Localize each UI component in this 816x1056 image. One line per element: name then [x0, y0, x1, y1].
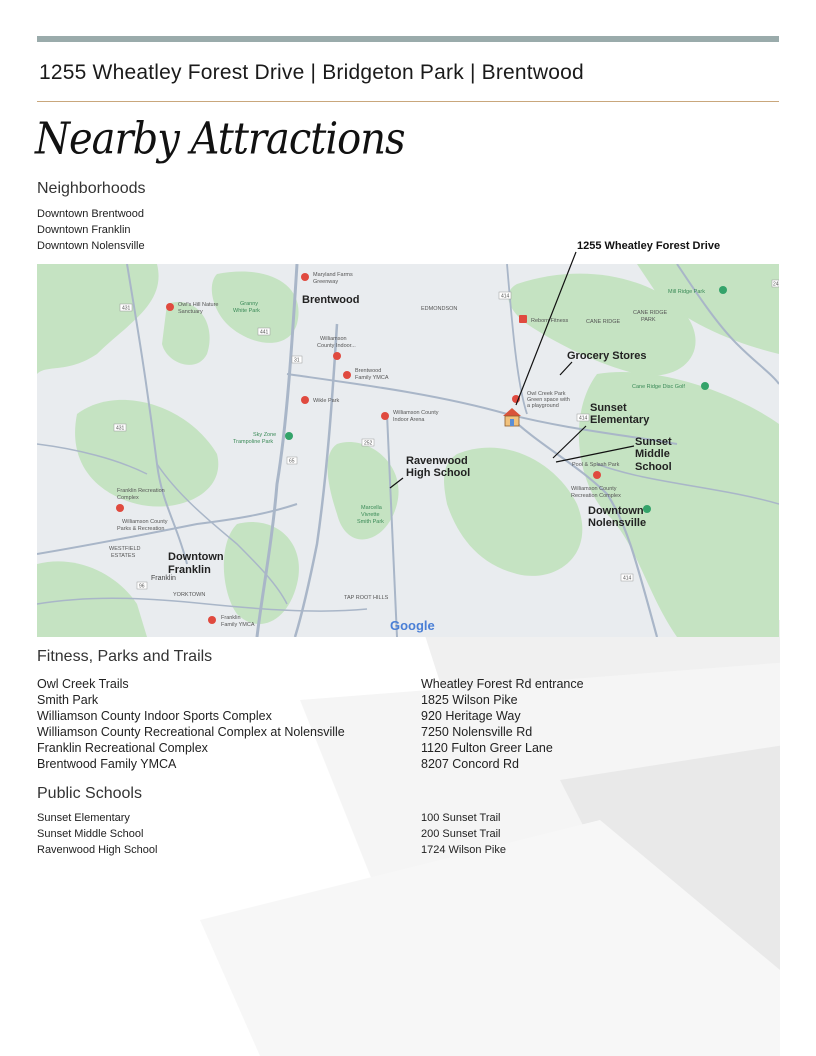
route-shield — [292, 356, 302, 364]
route-shield — [258, 328, 270, 336]
fitness-address: Wheatley Forest Rd entrance — [421, 677, 584, 691]
map-place: White Park — [233, 308, 260, 314]
map-place: Family YMCA — [221, 622, 255, 628]
route-shield — [577, 414, 589, 422]
route-shield — [621, 574, 633, 582]
table-row — [37, 828, 779, 844]
map-place: Mill Ridge Park — [668, 289, 705, 295]
map-place: Family YMCA — [355, 375, 389, 381]
fitness-name: Williamson County Recreational Complex at Nolensville — [37, 725, 345, 739]
map-place: a playground — [527, 403, 559, 409]
map-place: CANE RIDGE — [633, 310, 668, 316]
fitness-address: 7250 Nolensville Rd — [421, 725, 533, 739]
map-place: Indoor Arena — [393, 417, 425, 423]
map-place: CANE RIDGE — [586, 319, 621, 325]
school-address: 1724 Wilson Pike — [421, 844, 506, 856]
map-place: Sanctuary — [178, 309, 203, 315]
map-place: Maryland Farms — [313, 272, 353, 278]
top-accent-bar — [37, 36, 779, 42]
map-place: County Indoor... — [317, 343, 356, 349]
fitness-name: Williamson County Indoor Sports Complex — [37, 709, 272, 723]
table-row — [37, 725, 779, 741]
svg-text:96: 96 — [139, 583, 145, 590]
map-place: Sky Zone — [253, 432, 277, 438]
table-row — [37, 677, 779, 693]
map-callout-sunset-mid-2: Middle — [635, 448, 670, 460]
svg-text:441: 441 — [260, 329, 269, 336]
map-place: TAP ROOT HILLS — [344, 595, 389, 601]
school-address: 200 Sunset Trail — [421, 828, 501, 840]
map-callout-sunset-mid-3: School — [635, 461, 672, 473]
map-place: ESTATES — [111, 553, 136, 559]
map-place: YORKTOWN — [173, 592, 206, 598]
svg-text:252: 252 — [364, 440, 373, 447]
map-place: Franklin Recreation — [117, 488, 165, 494]
map-callout-sunset-elem: Sunset — [590, 402, 627, 414]
map-place: Cane Ridge Disc Golf — [632, 384, 685, 390]
list-item: Downtown Franklin — [37, 224, 131, 236]
schools-heading: Public Schools — [37, 785, 142, 802]
map-place: Recreation Complex — [571, 493, 621, 499]
map-town-brentwood: Brentwood — [302, 294, 360, 306]
map-place: Franklin — [221, 615, 241, 621]
schools-list — [37, 812, 779, 860]
fitness-address: 920 Heritage Way — [421, 709, 521, 723]
map-town-downtown-franklin: Downtown — [168, 551, 224, 563]
map-label-franklin: Franklin — [151, 575, 176, 582]
map-place: Williamson County — [571, 486, 617, 492]
svg-text:414: 414 — [623, 575, 632, 582]
neighborhoods-heading: Neighborhoods — [37, 180, 146, 197]
svg-text:431: 431 — [116, 425, 125, 432]
route-shield — [137, 582, 147, 590]
fitness-address: 8207 Concord Rd — [421, 757, 519, 771]
header-divider — [37, 101, 779, 102]
page-header-title: 1255 Wheatley Forest Drive | Bridgeton Park | Brentwood — [39, 61, 584, 84]
table-row — [37, 812, 779, 828]
school-name: Ravenwood High School — [37, 844, 158, 856]
map-place: Vivrette — [361, 512, 380, 518]
map-place: Pool & Splash Park — [572, 462, 620, 468]
svg-text:431: 431 — [122, 305, 131, 312]
map-place: Marcella — [361, 505, 382, 511]
list-item: Downtown Nolensville — [37, 240, 145, 252]
map-place: PARK — [641, 317, 656, 323]
map-place: Brentwood — [355, 368, 382, 374]
google-logo: Google — [390, 618, 435, 633]
map-place: Owl's Hill Nature — [178, 302, 219, 308]
list-item: Downtown Brentwood — [37, 208, 145, 220]
svg-text:24: 24 — [773, 281, 779, 288]
map-callout-ravenwood-2: High School — [406, 467, 471, 479]
table-row — [37, 844, 779, 860]
table-row — [37, 741, 779, 757]
table-row — [37, 693, 779, 709]
page-title: Nearby Attractions — [35, 114, 405, 165]
school-name: Sunset Middle School — [37, 828, 144, 840]
route-shield — [287, 457, 297, 465]
fitness-heading: Fitness, Parks and Trails — [37, 648, 213, 665]
svg-text:414: 414 — [501, 293, 510, 300]
fitness-list — [37, 677, 779, 773]
map-callout-ravenwood: Ravenwood — [406, 455, 468, 467]
map-place: Trampoline Park — [233, 439, 274, 445]
map-place: Parks & Recreation — [117, 526, 165, 532]
map-place: Reborn Fitness — [531, 318, 569, 324]
map-town-downtown-franklin-2: Franklin — [168, 564, 211, 576]
map-place: Williamson — [320, 336, 347, 342]
fitness-address: 1825 Wilson Pike — [421, 693, 518, 707]
home-icon — [503, 408, 521, 426]
school-address: 100 Sunset Trail — [421, 812, 501, 824]
map-place: Williamson County — [393, 410, 439, 416]
map-place: Owl Creek Park — [527, 391, 566, 397]
map-place: Smith Park — [357, 519, 384, 525]
area-map[interactable] — [37, 264, 779, 637]
map-callout-sunset-elem-2: Elementary — [590, 414, 650, 426]
map-place: Granny — [240, 301, 259, 307]
map-place: Greenway — [313, 279, 339, 285]
fitness-name: Brentwood Family YMCA — [37, 757, 177, 771]
map-place: EDMONDSON — [421, 306, 458, 312]
route-shield — [362, 439, 374, 447]
svg-text:414: 414 — [579, 415, 588, 422]
route-shield — [120, 304, 132, 312]
route-shield — [114, 424, 126, 432]
map-place: Complex — [117, 495, 139, 501]
route-shield — [772, 280, 779, 288]
map-callout-grocery: Grocery Stores — [567, 350, 647, 362]
svg-text:65: 65 — [289, 458, 295, 465]
route-shield — [499, 292, 511, 300]
map-callout-address: 1255 Wheatley Forest Drive — [577, 240, 721, 252]
fitness-name: Franklin Recreational Complex — [37, 741, 208, 755]
school-name: Sunset Elementary — [37, 812, 130, 824]
map-callout-sunset-mid: Sunset — [635, 436, 672, 448]
svg-text:31: 31 — [294, 357, 300, 364]
table-row — [37, 709, 779, 725]
map-town-downtown-nolensville: Downtown — [588, 505, 644, 517]
map-place: Green space with — [527, 397, 570, 403]
map-place: Wikle Park — [313, 398, 340, 404]
fitness-address: 1120 Fulton Greer Lane — [421, 741, 553, 755]
fitness-name: Smith Park — [37, 693, 99, 707]
map-town-downtown-nolensville-2: Nolensville — [588, 517, 647, 529]
map-place: Williamson County — [122, 519, 168, 525]
fitness-name: Owl Creek Trails — [37, 677, 129, 691]
map-place: WESTFIELD — [109, 546, 141, 552]
neighborhoods-list — [37, 206, 145, 254]
table-row — [37, 757, 779, 773]
